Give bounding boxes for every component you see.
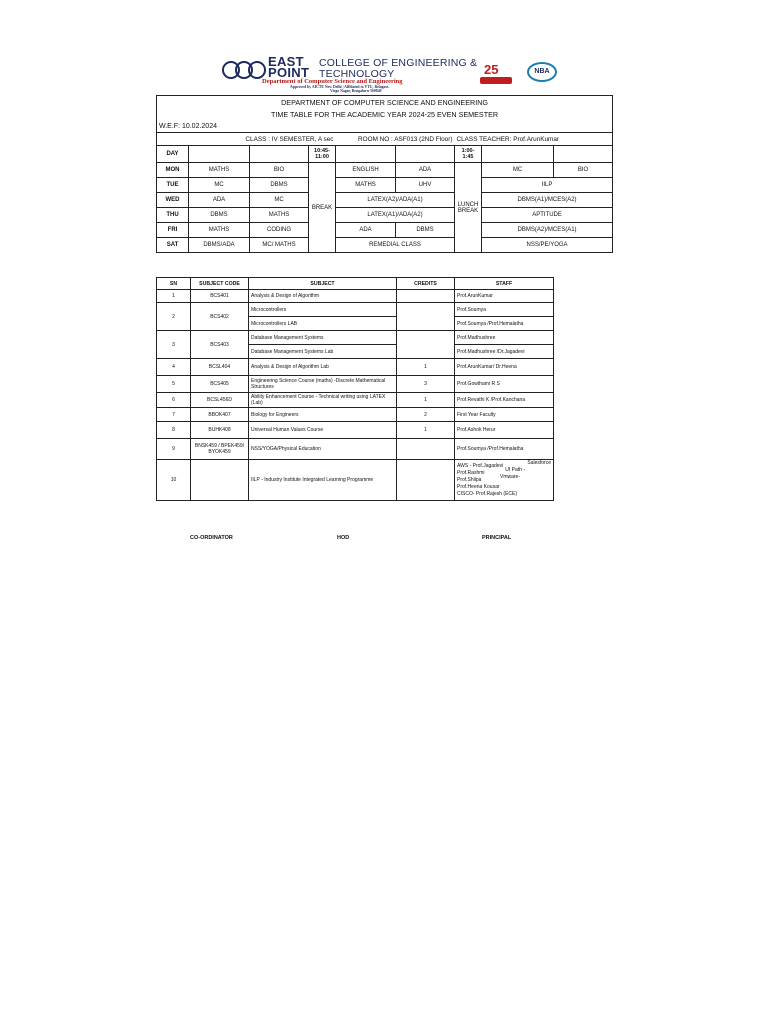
sn-cell: 6 bbox=[157, 393, 191, 408]
credits-cell: 2 bbox=[397, 408, 455, 422]
table-row bbox=[157, 408, 554, 422]
college-logo-icon bbox=[222, 58, 266, 82]
staff-cell: Prof.Ashok Herur bbox=[455, 422, 554, 439]
lunch-break-label: BREAK bbox=[457, 207, 479, 214]
code-cell: BCS401 bbox=[191, 290, 249, 303]
sn-cell: 1 bbox=[157, 290, 191, 303]
code-cell: BUHK408 bbox=[191, 422, 249, 439]
staff-line: Prof.Heena Kousar bbox=[457, 483, 500, 490]
period-cell: MC bbox=[189, 178, 250, 193]
day-cell: MON bbox=[157, 163, 189, 178]
table-row bbox=[157, 193, 613, 208]
anniversary-badge-icon bbox=[480, 64, 512, 86]
period-cell: ADA bbox=[189, 193, 250, 208]
wef-date: W.E.F: 10.02.2024 bbox=[157, 120, 613, 133]
period-cell: MATHS bbox=[250, 208, 309, 223]
period-cell: DBMS(A1)/MCES(A2) bbox=[482, 193, 613, 208]
period-cell: MC bbox=[250, 193, 309, 208]
college-name bbox=[319, 58, 477, 79]
staff-cell: Prof.Revathi K /Prof.Kanchana bbox=[455, 393, 554, 408]
day-cell: THU bbox=[157, 208, 189, 223]
period-cell: BIO bbox=[554, 163, 613, 178]
sn-cell: 3 bbox=[157, 331, 191, 359]
table-row bbox=[157, 393, 554, 408]
col-header-staff: STAFF bbox=[455, 278, 554, 290]
logo-word-point: POINT bbox=[268, 65, 310, 80]
staff-line: Vmware- bbox=[499, 474, 520, 480]
class-teacher: CLASS TEACHER: Prof.ArunKumar bbox=[455, 133, 613, 146]
table-row bbox=[157, 422, 554, 439]
subject-cell: NSS/YOGA/Physical Education bbox=[249, 439, 397, 460]
break-time: 10:45-11:00 bbox=[309, 146, 336, 163]
day-cell: TUE bbox=[157, 178, 189, 193]
college-header bbox=[220, 54, 565, 94]
signature-coordinator: CO-ORDINATOR bbox=[190, 535, 233, 541]
staff-line: CISCO- Prof.Rajesh (ECE) bbox=[457, 490, 518, 497]
approval-line: Approved by AICTE New Delhi | Affiliated to VTU, Belagavi. bbox=[290, 85, 390, 89]
anniversary-number: 25 bbox=[484, 62, 499, 77]
subject-cell: Analysis & Design of Algorithm bbox=[249, 290, 397, 303]
period-cell: DBMS(A2)/MCES(A1) bbox=[482, 223, 613, 238]
sn-cell: 4 bbox=[157, 359, 191, 376]
staff-cell: Prof.Soumya bbox=[455, 303, 554, 317]
sn-cell: 5 bbox=[157, 376, 191, 393]
staff-cell-iilp bbox=[455, 460, 554, 501]
staff-line: Salesforce bbox=[527, 460, 551, 466]
staff-cell: Prof.Madhushree bbox=[455, 331, 554, 345]
table-row bbox=[157, 439, 554, 460]
subject-table bbox=[156, 277, 554, 501]
day-cell: SAT bbox=[157, 238, 189, 253]
sn-cell: 2 bbox=[157, 303, 191, 331]
staff-line: Prof.Rashmi bbox=[457, 469, 485, 476]
table-row bbox=[157, 223, 613, 238]
period-cell: NSS/PE/YOGA bbox=[482, 238, 613, 253]
signature-hod: HOD bbox=[337, 535, 350, 541]
address-line: Virgo Nagar, Bengaluru-560049 bbox=[330, 89, 382, 93]
staff-cell: Prof.Soumya /Prof.Hemalatha bbox=[455, 317, 554, 331]
code-cell: BCSL456D bbox=[191, 393, 249, 408]
day-header: DAY bbox=[157, 146, 189, 163]
staff-cell: Prof.Madhushree /Dr.Jagadevi bbox=[455, 345, 554, 359]
period-cell: REMEDIAL CLASS bbox=[336, 238, 455, 253]
period-cell: BIO bbox=[250, 163, 309, 178]
period-cell: ADA bbox=[396, 163, 455, 178]
logo-wordmark bbox=[268, 56, 309, 78]
period-cell: MC bbox=[482, 163, 554, 178]
period-cell: DBMS/ADA bbox=[189, 238, 250, 253]
period-cell: DBMS bbox=[189, 208, 250, 223]
timetable bbox=[156, 95, 613, 253]
col-header-code: SUBJECT CODE bbox=[191, 278, 249, 290]
period-cell: MC/ MATHS bbox=[250, 238, 309, 253]
sn-cell: 8 bbox=[157, 422, 191, 439]
period-cell: UHV bbox=[396, 178, 455, 193]
subject-cell: Microcontrollers LAB bbox=[249, 317, 397, 331]
period-cell: LATEX(A2)/ADA(A1) bbox=[336, 193, 455, 208]
code-cell: BCS405 bbox=[191, 376, 249, 393]
signature-principal: PRINCIPAL bbox=[482, 535, 512, 541]
period-cell: CODING bbox=[250, 223, 309, 238]
code-cell: BCS403 bbox=[191, 331, 249, 359]
subject-cell: Ability Enhancement Course - Technical writing using LATEX (Lab) bbox=[249, 393, 397, 408]
table-row bbox=[157, 376, 554, 393]
college-name-line-1: COLLEGE OF ENGINEERING & bbox=[319, 57, 478, 69]
credits-cell bbox=[397, 439, 455, 460]
staff-line: Prof.Shilpa bbox=[457, 476, 482, 483]
credits-cell bbox=[397, 303, 455, 331]
staff-line: AWS - Prof.Jagadevi bbox=[457, 462, 504, 469]
period-cell: ADA bbox=[336, 223, 396, 238]
subject-cell: Analysis & Design of Algorithm Lab bbox=[249, 359, 397, 376]
department-line: Department of Computer Science and Engineering bbox=[262, 78, 403, 85]
timetable-title: TIME TABLE FOR THE ACADEMIC YEAR 2024-25 EVEN SEMESTER bbox=[157, 108, 613, 120]
break-cell: BREAK bbox=[309, 163, 336, 253]
staff-cell: Prof.ArunKumar bbox=[455, 290, 554, 303]
period-cell: IILP bbox=[482, 178, 613, 193]
staff-cell: Prof.Gowthami R S bbox=[455, 376, 554, 393]
logo-word-east: EAST bbox=[268, 54, 304, 69]
table-row bbox=[157, 359, 554, 376]
subject-cell: Database Management Systems Lab bbox=[249, 345, 397, 359]
code-cell bbox=[191, 460, 249, 501]
period-cell: APTITUDE bbox=[482, 208, 613, 223]
college-name-line-2: TECHNOLOGY bbox=[319, 67, 395, 80]
subject-cell: IILP - Industry Institute Integrated Learning Programme bbox=[249, 460, 397, 501]
credits-cell: 1 bbox=[397, 393, 455, 408]
lunch-label: LUNCH bbox=[457, 201, 479, 208]
code-cell: BCSL404 bbox=[191, 359, 249, 376]
staff-cell: Prof.Soumya /Prof.Hemalatha bbox=[455, 439, 554, 460]
credits-cell: 1 bbox=[397, 422, 455, 439]
subject-cell: Database Management Systems bbox=[249, 331, 397, 345]
credits-cell bbox=[397, 290, 455, 303]
period-cell: MATHS bbox=[336, 178, 396, 193]
staff-line: UI Path - bbox=[505, 467, 525, 473]
subject-cell: Microcontrollers bbox=[249, 303, 397, 317]
sn-cell: 10 bbox=[157, 460, 191, 501]
class-info: CLASS : IV SEMESTER, A sec bbox=[157, 133, 336, 146]
sn-cell: 7 bbox=[157, 408, 191, 422]
credits-cell: 3 bbox=[397, 376, 455, 393]
code-cell: BCS402 bbox=[191, 303, 249, 331]
subject-cell: Engineering Science Course (maths) -Discrete Mathematical Structures bbox=[249, 376, 397, 393]
lunch-time: 1:00-1:45 bbox=[455, 146, 482, 163]
period-cell: MATHS bbox=[189, 223, 250, 238]
credits-cell bbox=[397, 460, 455, 501]
room-info: ROOM NO : ASF013 (2ND Floor) bbox=[336, 133, 455, 146]
nba-badge-icon: NBA bbox=[527, 62, 557, 82]
code-cell: BBOK407 bbox=[191, 408, 249, 422]
period-cell: DBMS bbox=[250, 178, 309, 193]
day-cell: FRI bbox=[157, 223, 189, 238]
code-cell: BNSK459 / BPEK459/ BYOK459 bbox=[191, 439, 249, 460]
col-header-sn: SN bbox=[157, 278, 191, 290]
subject-cell: Universal Human Values Course bbox=[249, 422, 397, 439]
col-header-credits: CREDITS bbox=[397, 278, 455, 290]
table-row bbox=[157, 178, 613, 193]
department-title: DEPARTMENT OF COMPUTER SCIENCE AND ENGINEERING bbox=[157, 96, 613, 109]
table-row bbox=[157, 208, 613, 223]
period-cell: MATHS bbox=[189, 163, 250, 178]
table-row bbox=[157, 331, 554, 345]
period-cell: ENGLISH bbox=[336, 163, 396, 178]
table-row bbox=[157, 163, 613, 178]
credits-cell: 1 bbox=[397, 359, 455, 376]
col-header-subject: SUBJECT bbox=[249, 278, 397, 290]
table-row bbox=[157, 238, 613, 253]
table-row bbox=[157, 290, 554, 303]
sn-cell: 9 bbox=[157, 439, 191, 460]
table-row bbox=[157, 460, 554, 501]
credits-cell bbox=[397, 331, 455, 359]
staff-cell: Prof.ArunKumar/ Dr.Heena bbox=[455, 359, 554, 376]
subject-cell: Biology for Engineers bbox=[249, 408, 397, 422]
lunch-break-cell bbox=[455, 163, 482, 253]
table-row bbox=[157, 303, 554, 317]
period-cell: DBMS bbox=[396, 223, 455, 238]
period-cell: LATEX(A1)/ADA(A2) bbox=[336, 208, 455, 223]
day-cell: WED bbox=[157, 193, 189, 208]
staff-cell: First Year Faculty bbox=[455, 408, 554, 422]
